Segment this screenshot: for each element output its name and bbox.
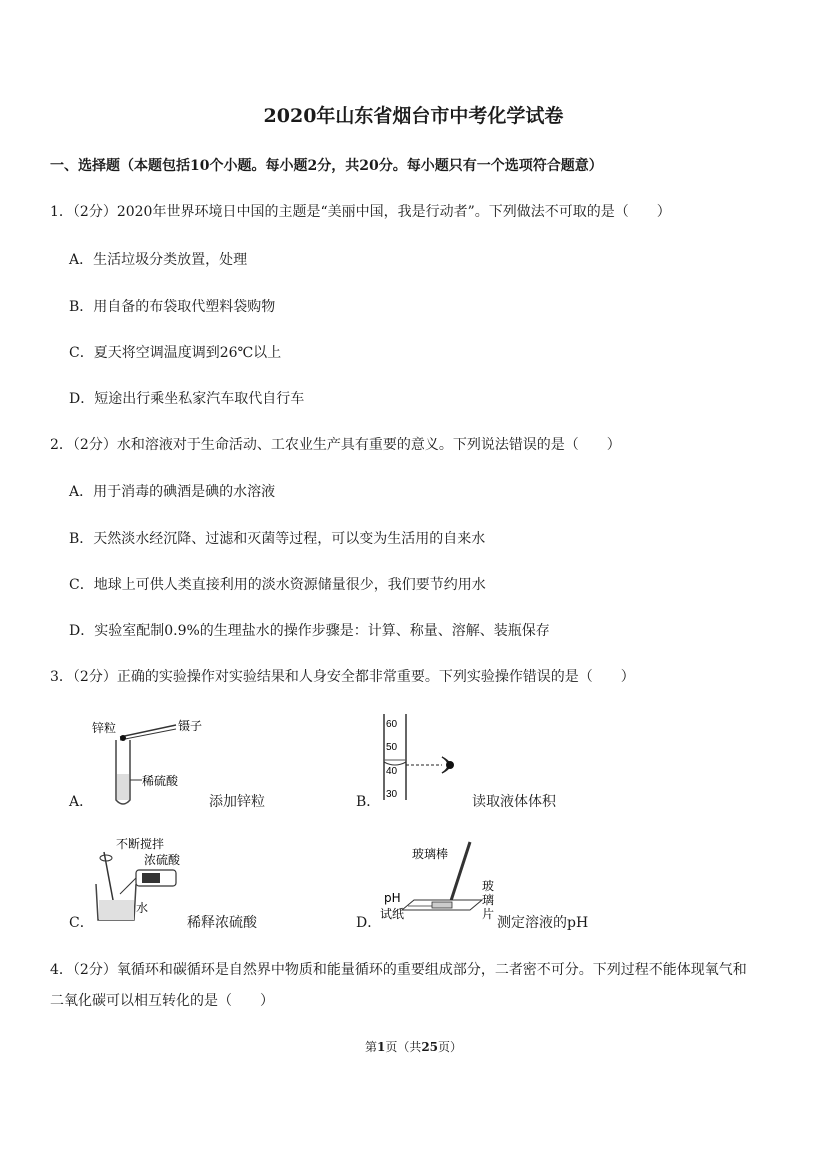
question-3-option-b-caption: 读取液体体积 xyxy=(472,794,556,810)
question-3-stem: 3．（2分）正确的实验操作对实验结果和人身安全都非常重要。下列实验操作错误的是（ ） xyxy=(50,669,635,685)
tick-60: 60 xyxy=(386,719,398,730)
label-glass-rod: 玻璃棒 xyxy=(412,847,449,861)
question-3-option-c-caption: 稀释浓硫酸 xyxy=(187,915,257,931)
question-2-option-d: D．实验室配制0.9%的生理盐水的操作步骤是：计算、称量、溶解、装瓶保存 xyxy=(69,623,550,639)
question-3-option-a-letter: A． xyxy=(69,794,94,810)
question-2-option-c: C．地球上可供人类直接利用的淡水资源储量很少，我们要节约用水 xyxy=(69,577,486,593)
question-3-option-d-letter: D． xyxy=(356,915,382,931)
footer-prefix: 第 xyxy=(364,1040,377,1054)
question-1-option-b: B．用自备的布袋取代塑料袋购物 xyxy=(69,299,276,315)
figure-diluting-acid xyxy=(90,836,190,928)
label-tweezers: 镊子 xyxy=(178,719,203,733)
question-3-option-c-letter: C． xyxy=(69,915,94,931)
footer-middle: 页（共 xyxy=(385,1040,422,1054)
question-3-option-d-caption: 测定溶液的pH xyxy=(497,915,589,931)
label-glass-piece-3: 片 xyxy=(482,907,495,921)
label-ph: pH xyxy=(384,891,401,905)
question-1-option-c: C．夏天将空调温度调到26℃以上 xyxy=(69,345,282,361)
ph-paper-icon xyxy=(432,902,452,908)
label-conc-acid: 浓硫酸 xyxy=(144,853,181,867)
question-3-option-a-caption: 添加锌粒 xyxy=(209,794,265,810)
question-3-option-b-letter: B． xyxy=(356,794,381,810)
label-zinc: 锌粒 xyxy=(92,721,117,735)
question-2-option-a: A．用于消毒的碘酒是碘的水溶液 xyxy=(69,484,276,500)
question-1-option-d: D．短途出行乘坐私家汽车取代自行车 xyxy=(69,391,305,407)
label-test-paper: 试纸 xyxy=(380,907,405,921)
label-glass-piece-1: 玻 xyxy=(482,879,495,893)
section-heading: 一、选择题（本题包括10个小题。每小题2分，共20分。每小题只有一个选项符合题意） xyxy=(50,158,603,174)
page-title: 2020年山东省烟台市中考化学试卷 xyxy=(263,105,564,127)
label-glass-piece-2: 璃 xyxy=(482,893,495,907)
tick-30: 30 xyxy=(386,789,398,800)
label-water: 水 xyxy=(136,901,149,915)
tick-50: 50 xyxy=(386,742,398,753)
question-4-stem-line1: 4．（2分）氧循环和碳循环是自然界中物质和能量循环的重要组成部分，二者密不可分。下列过程不能体现氧气和 xyxy=(50,962,747,978)
page-footer xyxy=(0,1038,827,1055)
figure-measuring-ph xyxy=(378,836,498,928)
tick-40: 40 xyxy=(386,766,398,777)
question-4-stem-line2: 二氧化碳可以相互转化的是（ ） xyxy=(50,993,274,1009)
question-1-option-a: A．生活垃圾分类放置，处理 xyxy=(69,252,248,268)
zinc-granule-icon xyxy=(120,735,126,741)
label-dilute-acid: 稀硫酸 xyxy=(142,774,179,788)
question-1-stem: 1．（2分）2020年世界环境日中国的主题是“美丽中国，我是行动者”。下列做法不可取的是（ ） xyxy=(50,204,671,220)
label-stirring: 不断搅拌 xyxy=(116,837,165,851)
question-2-stem: 2．（2分）水和溶液对于生命活动、工农业生产具有重要的意义。下列说法错误的是（ ） xyxy=(50,437,621,453)
footer-suffix: 页） xyxy=(438,1040,463,1054)
footer-total-pages: 25 xyxy=(421,1040,439,1054)
figure-adding-zinc xyxy=(90,712,210,812)
footer-page-number: 1 xyxy=(376,1040,386,1054)
question-2-option-b: B．天然淡水经沉降、过滤和灭菌等过程，可以变为生活用的自来水 xyxy=(69,531,486,547)
